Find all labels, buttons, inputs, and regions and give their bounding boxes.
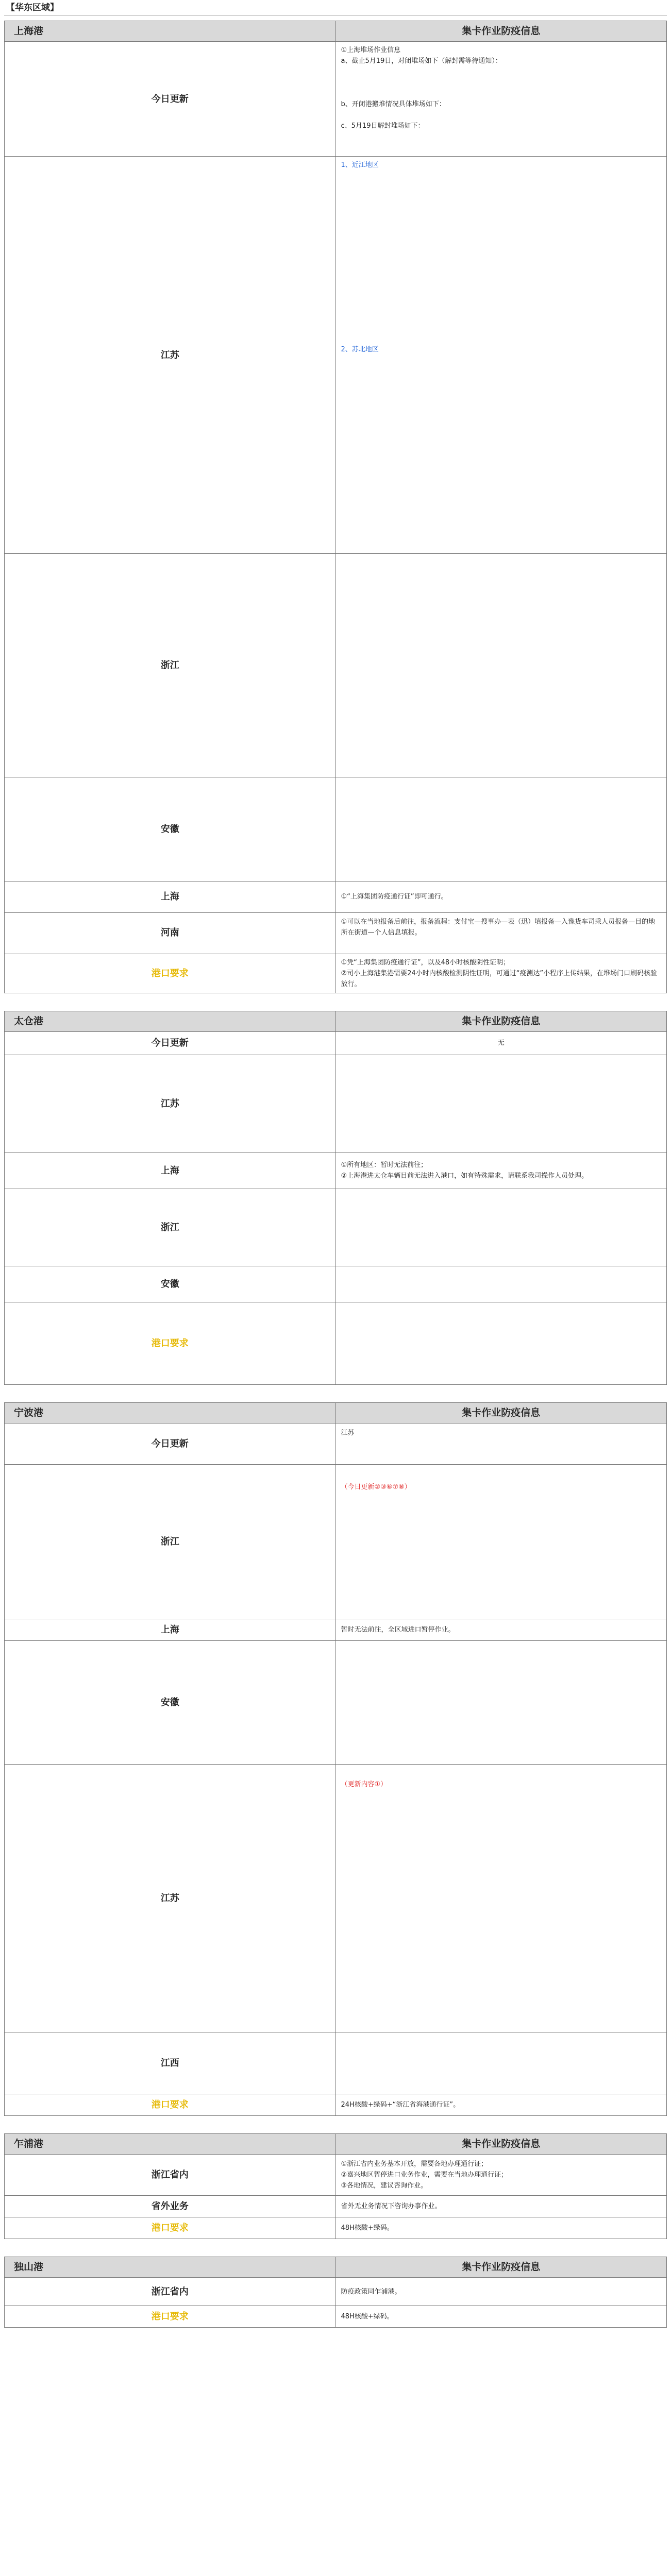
port-table	[4, 1402, 667, 2116]
content-line: ①凭“上海集团防疫通行证”，以及48小时核酸阴性证明；	[341, 958, 510, 967]
content-line	[341, 633, 662, 643]
content-line	[341, 1284, 662, 1295]
content-line	[341, 2069, 662, 2079]
content-line	[341, 420, 662, 431]
table-row	[5, 2217, 667, 2239]
content-line	[341, 1887, 662, 1898]
content-line	[341, 1675, 662, 1686]
content-line	[341, 1200, 662, 1211]
content-line: （今日更新②③⑥⑦⑧）	[341, 1483, 411, 1492]
content-line	[341, 399, 662, 410]
content-line	[341, 225, 662, 236]
row-content	[336, 1055, 667, 1153]
row-content	[336, 954, 667, 993]
row-content	[336, 1764, 667, 2032]
row-label: 浙江	[5, 1189, 336, 1266]
content-line	[341, 431, 662, 442]
content-line	[341, 568, 662, 579]
row-label: 上海	[5, 1619, 336, 1640]
port-table	[4, 21, 667, 993]
content-line	[341, 301, 662, 312]
table-row	[5, 1640, 667, 1764]
row-content	[336, 912, 667, 954]
port-name: 宁波港	[5, 1402, 336, 1423]
content-line: ①上海堆场作业信息	[341, 46, 401, 54]
table-row	[5, 1423, 667, 1464]
table-row	[5, 777, 667, 882]
content-line: 48H核酸+绿码。	[341, 2313, 394, 2321]
content-line	[341, 856, 662, 867]
table-row	[5, 912, 667, 954]
row-label: 河南	[5, 912, 336, 954]
row-label: 浙江省内	[5, 2154, 336, 2195]
content-line	[341, 824, 662, 835]
section-gap	[4, 1385, 667, 1397]
content-line	[341, 600, 662, 611]
content-line	[341, 1730, 662, 1740]
content-line	[341, 1930, 662, 1941]
port-table	[4, 2133, 667, 2239]
section-gap	[4, 993, 667, 1006]
row-content	[336, 42, 667, 157]
table-row	[5, 2032, 667, 2094]
content-line: ②嘉兴地区暂停进口业务作业，需要在当地办理通行证；	[341, 2171, 508, 2179]
table-header: 集卡作业防疫信息	[336, 1011, 667, 1031]
content-line	[341, 529, 662, 539]
content-line	[341, 731, 662, 741]
content-line	[341, 88, 662, 99]
row-content	[336, 1031, 667, 1055]
section-gap	[4, 2239, 667, 2251]
content-line	[341, 290, 662, 301]
content-line	[341, 709, 662, 720]
table-row	[5, 2306, 667, 2328]
port-table	[4, 1011, 667, 1385]
content-line	[341, 507, 662, 518]
table-row	[5, 1266, 667, 1302]
table-row	[5, 1464, 667, 1619]
content-line	[341, 867, 662, 878]
row-label: 省外业务	[5, 2195, 336, 2217]
table-row	[5, 2195, 667, 2217]
content-line	[341, 1898, 662, 1909]
content-line	[341, 77, 662, 88]
row-label: 江苏	[5, 1055, 336, 1153]
content-line	[341, 1790, 662, 1801]
table-row	[5, 2154, 667, 2195]
row-label: 江西	[5, 2032, 336, 2094]
table-row	[5, 157, 667, 554]
content-line	[341, 1536, 662, 1547]
row-content	[336, 1302, 667, 1384]
content-line	[341, 110, 662, 121]
row-label: 安徽	[5, 1640, 336, 1764]
content-line	[341, 1120, 662, 1131]
content-line	[341, 1332, 662, 1343]
content-line	[341, 1963, 662, 1974]
content-line	[341, 453, 662, 464]
content-line	[341, 312, 662, 323]
content-line	[341, 720, 662, 731]
row-content	[336, 1423, 667, 1464]
table-row	[5, 1764, 667, 2032]
content-line	[341, 131, 662, 142]
content-line	[341, 268, 662, 279]
content-line	[341, 1654, 662, 1665]
row-content	[336, 1464, 667, 1619]
content-line: 江苏	[341, 1429, 355, 1437]
content-line	[341, 1515, 662, 1526]
row-content	[336, 2154, 667, 2195]
content-line	[341, 781, 662, 791]
row-label: 安徽	[5, 777, 336, 882]
table-row	[5, 1153, 667, 1189]
content-line: a、截止5月19日，对闭堆场如下（解封需等待通知）：	[341, 57, 502, 65]
row-label: 江苏	[5, 1764, 336, 2032]
content-line	[341, 279, 662, 290]
row-content	[336, 1619, 667, 1640]
content-line: 24H核酸+绿码+“浙江省海港通行证”。	[341, 2100, 460, 2109]
content-line	[341, 236, 662, 247]
content-line	[341, 1855, 662, 1866]
content-line	[341, 2007, 662, 2018]
row-content	[336, 554, 667, 777]
content-line	[341, 1503, 662, 1514]
content-line	[341, 1996, 662, 2007]
content-line: 48H核酸+绿码。	[341, 2224, 394, 2232]
content-line	[341, 2047, 662, 2058]
content-line	[341, 2058, 662, 2069]
content-line	[341, 258, 662, 268]
content-line: ②司小上海港集港需要24小时内核酸检测阴性证明，可通过“疫测达”小程序上传结果，在堆场门口刷码核验放行。	[341, 969, 658, 988]
content-line	[341, 214, 662, 225]
content-line	[341, 676, 662, 687]
content-line	[341, 1697, 662, 1708]
content-line	[341, 1740, 662, 1751]
row-label: 港口要求	[5, 2306, 336, 2328]
content-line	[341, 1211, 662, 1222]
row-label: 江苏	[5, 157, 336, 554]
row-label: 浙江省内	[5, 2278, 336, 2306]
content-line	[341, 1493, 662, 1503]
row-label: 今日更新	[5, 1031, 336, 1055]
content-line	[341, 1942, 662, 1953]
content-line	[341, 655, 662, 666]
content-line	[341, 813, 662, 824]
content-line	[341, 666, 662, 676]
row-label: 浙江	[5, 1464, 336, 1619]
content-line	[341, 1098, 662, 1109]
content-line: b、开闭港搬堆情况具体堆场如下：	[341, 100, 446, 109]
content-line	[341, 387, 662, 398]
content-line	[341, 1686, 662, 1697]
content-line	[341, 741, 662, 752]
content-line	[341, 1273, 662, 1284]
content-line: 暂时无法前往，全区域进口暂停作业。	[341, 1625, 455, 1634]
content-line	[341, 142, 662, 153]
row-content	[336, 2094, 667, 2115]
content-line: 省外无业务情况下咨询办事作业。	[341, 2202, 442, 2211]
row-label: 浙江	[5, 554, 336, 777]
content-line	[341, 333, 662, 344]
content-line	[341, 1822, 662, 1833]
table-row	[5, 1189, 667, 1266]
content-line	[341, 247, 662, 258]
row-content	[336, 2306, 667, 2328]
content-line	[341, 1665, 662, 1675]
content-line	[341, 410, 662, 420]
content-line	[341, 1244, 662, 1255]
port-name: 乍浦港	[5, 2133, 336, 2154]
content-line	[341, 1233, 662, 1244]
content-line	[341, 1321, 662, 1332]
row-label: 港口要求	[5, 2217, 336, 2239]
port-name: 上海港	[5, 21, 336, 42]
row-label: 今日更新	[5, 42, 336, 157]
content-line	[341, 802, 662, 813]
content-line	[341, 182, 662, 193]
row-content	[336, 777, 667, 882]
row-content	[336, 1189, 667, 1266]
content-line	[341, 1354, 662, 1365]
table-row	[5, 954, 667, 993]
content-line	[341, 1088, 662, 1098]
content-line	[341, 204, 662, 214]
content-line	[341, 579, 662, 589]
row-label: 上海	[5, 882, 336, 912]
content-line	[341, 1311, 662, 1321]
port-name: 太仓港	[5, 1011, 336, 1031]
content-line	[341, 1708, 662, 1719]
content-line	[341, 939, 662, 950]
content-line	[341, 474, 662, 485]
content-line	[341, 1558, 662, 1569]
content-line	[341, 1866, 662, 1876]
section-gap	[4, 2116, 667, 2128]
table-header: 集卡作业防疫信息	[336, 2257, 667, 2278]
table-row	[5, 1302, 667, 1384]
content-line	[341, 1920, 662, 1930]
table-row	[5, 2278, 667, 2306]
content-line	[341, 1065, 662, 1076]
row-content	[336, 2032, 667, 2094]
content-line	[341, 323, 662, 333]
row-content	[336, 882, 667, 912]
row-label: 港口要求	[5, 954, 336, 993]
content-line	[341, 1343, 662, 1354]
content-line	[341, 1909, 662, 1920]
table-header: 集卡作业防疫信息	[336, 2133, 667, 2154]
content-line	[341, 835, 662, 845]
port-name: 独山港	[5, 2257, 336, 2278]
content-line	[341, 1811, 662, 1822]
content-line	[341, 377, 662, 387]
content-line: ①“上海集团防疫通行证”即可通行。	[341, 893, 448, 901]
content-line	[341, 791, 662, 802]
content-line	[341, 1876, 662, 1887]
table-row	[5, 42, 667, 157]
content-line	[341, 2036, 662, 2047]
row-content	[336, 1266, 667, 1302]
row-label: 上海	[5, 1153, 336, 1189]
content-line	[341, 1974, 662, 1985]
row-label: 安徽	[5, 1266, 336, 1302]
content-line	[341, 1590, 662, 1601]
content-line	[341, 763, 662, 774]
content-line: ①可以在当地报备后前往，报备流程：支付宝—搜事办—表（迅）填报备—入豫货车司乘人员报备—目的地所在街道—个人信息填报。	[341, 918, 656, 937]
region-title: 【华东区域】	[4, 0, 667, 15]
content-line	[341, 1833, 662, 1844]
content-line	[341, 518, 662, 529]
table-header: 集卡作业防疫信息	[336, 1402, 667, 1423]
table-row	[5, 1031, 667, 1055]
content-line: ③各地情况，建议咨询作业。	[341, 2181, 428, 2190]
row-content	[336, 157, 667, 554]
content-line	[341, 2079, 662, 2090]
content-line	[341, 464, 662, 474]
content-line	[341, 845, 662, 856]
content-line	[341, 355, 662, 366]
content-line	[341, 1365, 662, 1376]
row-content	[336, 2217, 667, 2239]
table-row	[5, 882, 667, 912]
table-header: 集卡作业防疫信息	[336, 21, 667, 42]
content-line	[341, 1580, 662, 1590]
content-line	[341, 1985, 662, 1996]
content-line	[341, 66, 662, 77]
content-line: 1、近江地区	[341, 161, 379, 170]
content-line	[341, 1801, 662, 1811]
content-line: ①浙江省内业务基本开放，需要各地办理通行证；	[341, 2160, 488, 2168]
content-line	[341, 366, 662, 377]
content-line	[341, 1569, 662, 1580]
table-row	[5, 1619, 667, 1640]
content-line: ①所有地区：暂时无法前往；	[341, 1161, 428, 1170]
row-content	[336, 1640, 667, 1764]
content-line	[341, 589, 662, 600]
content-line	[341, 539, 662, 550]
content-line	[341, 1131, 662, 1142]
content-line	[341, 1077, 662, 1088]
content-line	[341, 1438, 662, 1449]
row-label: 港口要求	[5, 2094, 336, 2115]
content-line: 2、苏北地区	[341, 346, 379, 354]
content-line: 无	[497, 1039, 505, 1047]
content-line	[341, 171, 662, 182]
content-line	[341, 687, 662, 698]
content-line	[341, 557, 662, 568]
port-table	[4, 2257, 667, 2328]
content-line	[341, 611, 662, 622]
row-label: 今日更新	[5, 1423, 336, 1464]
content-line	[341, 1953, 662, 1963]
content-line: ②上海港进太仓车辆目前无法进入港口，如有特殊需求，请联系我司操作人员处理。	[341, 1172, 589, 1180]
content-line	[341, 1222, 662, 1233]
content-line	[341, 622, 662, 633]
content-line	[341, 644, 662, 655]
table-row	[5, 1055, 667, 1153]
content-line	[341, 193, 662, 204]
content-line	[341, 442, 662, 453]
content-line: 防疫政策同乍浦港。	[341, 2287, 401, 2296]
content-line	[341, 1719, 662, 1730]
content-line: （更新内容①）	[341, 1780, 388, 1788]
content-line	[341, 1844, 662, 1855]
content-line	[341, 1526, 662, 1536]
table-row	[5, 554, 667, 777]
content-line	[341, 1449, 662, 1460]
content-line	[341, 496, 662, 507]
table-row	[5, 2094, 667, 2115]
row-content	[336, 2195, 667, 2217]
row-content	[336, 2278, 667, 2306]
content-line	[341, 1109, 662, 1120]
content-line	[341, 698, 662, 709]
row-content	[336, 1153, 667, 1189]
content-line: c、5月19日解封堆场如下：	[341, 122, 425, 130]
ports-container	[4, 21, 667, 2328]
row-label: 港口要求	[5, 1302, 336, 1384]
content-line	[341, 485, 662, 496]
content-line	[341, 752, 662, 763]
content-line	[341, 1547, 662, 1558]
